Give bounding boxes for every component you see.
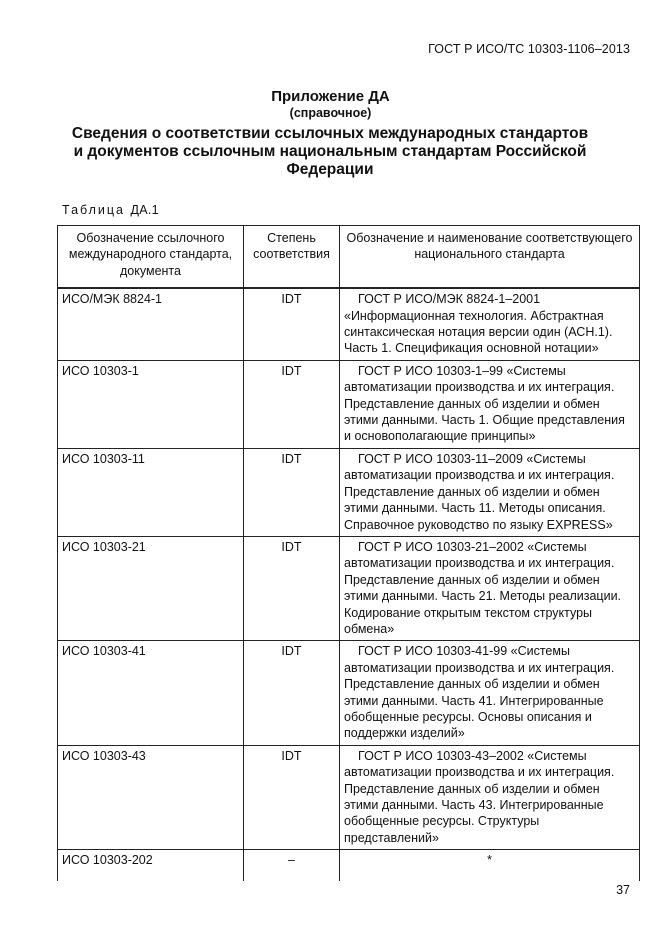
table-row	[58, 850, 640, 882]
table-row	[58, 745, 640, 849]
table-label-word: Таблица	[62, 203, 126, 217]
degree-cell: –	[244, 850, 340, 882]
degree-cell: IDT	[244, 641, 340, 745]
national-standard-cell: *	[340, 850, 640, 882]
degree-cell: IDT	[244, 448, 340, 536]
national-standard-cell: ГОСТ Р ИСО 10303-21–2002 «Системы автоматизации производства и их интеграция. Представление данных об изделии и обмен этими данными. Часть 21. Методы реализации. Кодирование открытым текстом структуры обмена»	[340, 536, 640, 640]
reference-cell: ИСО/МЭК 8824-1	[58, 288, 244, 360]
national-standard-cell: ГОСТ Р ИСО 10303-41-99 «Системы автоматизации производства и их интеграция. Представление данных об изделии и обмен этими данными. Часть 41. Интегрированные обобщенные ресурсы. Основы описания и поддержки изделий»	[340, 641, 640, 745]
degree-cell: IDT	[244, 288, 340, 360]
reference-cell: ИСО 10303-1	[58, 360, 244, 448]
page-number: 37	[616, 883, 630, 897]
table-row	[58, 360, 640, 448]
reference-cell: ИСО 10303-41	[58, 641, 244, 745]
table-header-row	[58, 226, 640, 289]
reference-cell: ИСО 10303-21	[58, 536, 244, 640]
degree-cell: IDT	[244, 360, 340, 448]
degree-cell: IDT	[244, 536, 340, 640]
reference-cell: ИСО 10303-43	[58, 745, 244, 849]
correspondence-table	[57, 225, 640, 881]
table-label-number: ДА.1	[130, 203, 159, 217]
reference-cell: ИСО 10303-202	[58, 850, 244, 882]
header-degree: Степень соответствия	[244, 226, 340, 289]
national-standard-cell: ГОСТ Р ИСО 10303-43–2002 «Системы автоматизации производства и их интеграция. Представление данных об изделии и обмен этими данными. Часть 43. Интегрированные обобщенные ресурсы. Структуры представлений»	[340, 745, 640, 849]
header-national-standard: Обозначение и наименование соответствующего национального стандарта	[340, 226, 640, 289]
appendix-title: Приложение ДА	[271, 88, 390, 105]
appendix-heading: Сведения о соответствии ссылочных международных стандартов и документов ссылочным национальным стандартам Российской Федерации	[71, 125, 589, 178]
table-label	[62, 203, 159, 217]
national-standard-cell: ГОСТ Р ИСО 10303-1–99 «Системы автоматизации производства и их интеграция. Представление данных об изделии и обмен этими данными. Часть 1. Общие представления и основополагающие принципы»	[340, 360, 640, 448]
degree-cell: IDT	[244, 745, 340, 849]
header-reference-standard: Обозначение ссылочного международного стандарта, документа	[58, 226, 244, 289]
table-row	[58, 536, 640, 640]
table-row	[58, 641, 640, 745]
table-row	[58, 288, 640, 360]
document-code: ГОСТ Р ИСО/ТС 10303-1106–2013	[428, 42, 630, 56]
national-standard-cell: ГОСТ Р ИСО 10303-11–2009 «Системы автоматизации производства и их интеграция. Представление данных об изделии и обмен этими данными. Часть 11. Методы описания. Справочное руководство по языку EXPRESS»	[340, 448, 640, 536]
reference-cell: ИСО 10303-11	[58, 448, 244, 536]
national-standard-cell: ГОСТ Р ИСО/МЭК 8824-1–2001 «Информационная технология. Абстрактная синтаксическая нотация версии один (АСН.1). Часть 1. Спецификация основной нотации»	[340, 288, 640, 360]
appendix-subtitle: (справочное)	[289, 106, 372, 120]
table-row	[58, 448, 640, 536]
